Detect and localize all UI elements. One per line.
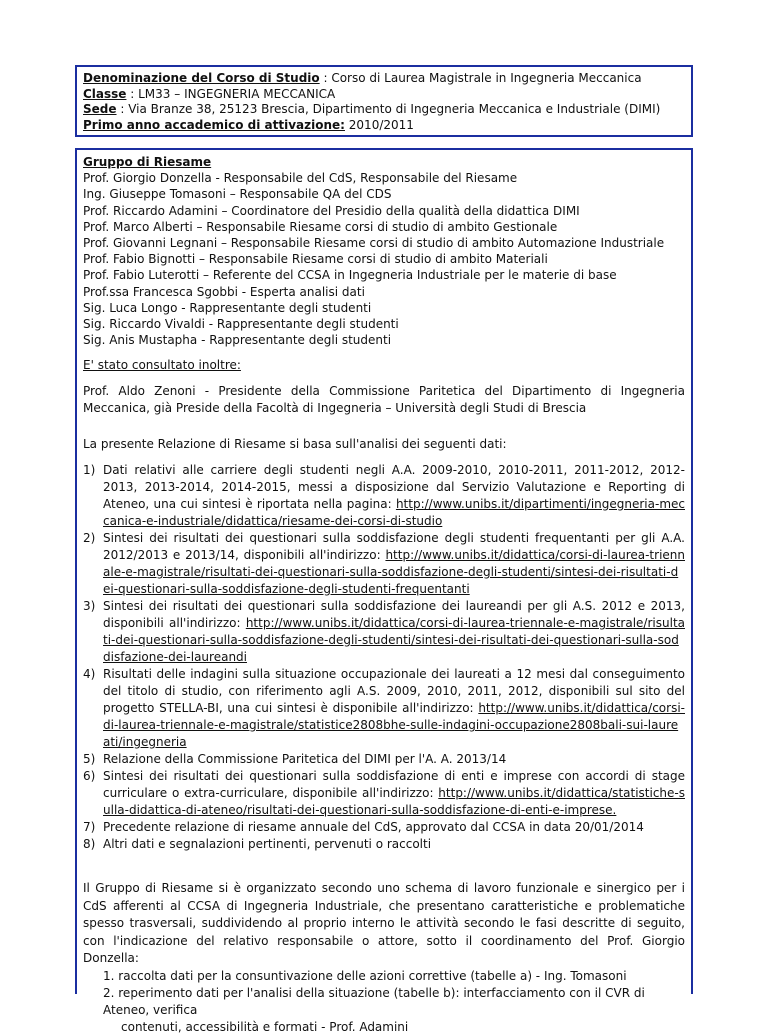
member-line: Sig. Riccardo Vivaldi - Rappresentante degli studenti [83,317,399,332]
spacer [83,374,685,383]
item-number: 2) [83,531,96,546]
consulted-heading: E' stato consultato inoltre: [83,358,241,373]
member-line: Ing. Giuseppe Tomasoni – Responsabile QA del CDS [83,187,392,202]
member-line: Prof.ssa Francesca Sgobbi - Esperta analisi dati [83,284,365,299]
spacer [83,348,685,357]
item-number: 8) [83,837,96,852]
source-link[interactable]: http://www.unibs.it/didattica/corsi-di-laurea-triennale-e-magistrale/risultati-dei-questionari-sulla-soddisfazione-degli-studenti/sintesi-dei-risultati-dei-questionari-sulla-soddisfazione-dei-laureandi [103,616,685,665]
seat-value: : Via Branze 38, 25123 Brescia, Dipartimento di Ingegneria Meccanica e Industriale (DIMI) [116,102,661,116]
source-link[interactable]: http://www.unibs.it/didattica/corsi-di-laurea-triennale-e-magistrale/risultati-dei-questionari-sulla-soddisfazione-degli-studenti/sintesi-dei-risultati-dei-questionari-sulla-soddisfazione-degli-studenti-frequentanti [103,548,685,597]
item-text: Relazione della Commissione Paritetica del DIMI per l'A. A. 2013/14 [103,752,507,767]
list-item [83,530,685,598]
member-line: Prof. Giovanni Legnani – Responsabile Riesame corsi di studio di ambito Automazione Industriale [83,236,665,251]
list-item [83,768,685,819]
phase-item: 1. raccolta dati per la consuntivazione delle azioni correttive (tabelle a) - Ing. Tomasoni [103,968,627,983]
course-info-box [75,65,693,137]
item-text: Altri dati e segnalazioni pertinenti, pervenuti o raccolti [103,837,432,852]
data-sources-list [83,462,685,853]
course-name-label: Denominazione del Corso di Studio [83,71,320,85]
seat-label: Sede [83,102,117,116]
first-year-line [83,118,685,134]
class-value: : LM33 – INGEGNERIA MECCANICA [126,86,336,101]
list-item [83,598,685,666]
first-year-value: 2010/2011 [344,117,414,132]
spacer [83,418,685,436]
member-line: Prof. Fabio Luterotti – Referente del CCSA in Ingegneria Industriale per le materie di base [83,268,617,283]
member-line: Sig. Anis Mustapha - Rappresentante degli studenti [83,333,392,348]
item-text: Precedente relazione di riesame annuale del CdS, approvato dal CCSA in data 20/01/2014 [103,820,644,835]
spacer [83,453,685,462]
member-line: Prof. Fabio Bignotti – Responsabile Riesame corsi di studio di ambito Materiali [83,252,548,267]
item-text: Dati relativi alle carriere degli studenti negli A.A. 2009-2010, 2010-2011, 2011-2012, 2012-2013, 2013-2014, 2014-2015, messi a disposizione dal Servizio Valutazione e Reporting di Ateneo, una cui sintesi è riportata nella pagina: http://www.unibs.it/dipartimenti/ingegneria-meccanica-e-industriale/didattica/riesame-dei-corsi-di-studio [103,463,685,529]
item-number: 1) [83,463,96,478]
source-link[interactable]: http://www.unibs.it/didattica/statistiche-sulla-didattica-di-ateneo/risultati-dei-questionari-sulla-soddisfazione-di-enti-e-imprese. [103,786,685,818]
member-line: Prof. Riccardo Adamini – Coordinatore del Presidio della qualità della didattica DIMI [83,203,580,218]
item-text: Sintesi dei risultati dei questionari sulla soddisfazione di enti e imprese con accordi di stage curriculare o extra-curriculare, disponibile all'indirizzo: http://www.unibs.it/didattica/statistiche-sulla-didattica-di-ateneo/risultati-dei-questionari-sulla-soddisfazione-di-enti-e-imprese. [103,769,685,818]
item-number: 6) [83,769,96,784]
review-group-members [83,170,685,348]
item-number: 7) [83,820,96,835]
phase-item: 2. reperimento dati per l'analisi della situazione (tabelle b): interfacciamento con il CVR di Ateneo, verifica contenuti, accessibilità e formati - Prof. Adamini [103,985,645,1034]
source-link[interactable]: http://www.unibs.it/dipartimenti/ingegneria-meccanica-e-industriale/didattica/riesame-dei-corsi-di-studio [103,497,685,529]
spacer [83,871,685,880]
list-item [83,666,685,751]
item-text: Risultati delle indagini sulla situazione occupazionale dei laureati a 12 mesi dal conseguimento del titolo di studio, con riferimento agli A.S. 2009, 2010, 2011, 2012, disponibili sul sito del progetto STELLA-BI, una cui sintesi è disponibile all'indirizzo: http://www.unibs.it/didattica/corsi-di-laurea-triennale-e-magistrale/statistice2808bhe-sulle-indagini-occupazione2808bali-sui-laureati/ingegneria [103,667,685,750]
course-name-value: : Corso di Laurea Magistrale in Ingegneria Meccanica [319,71,642,85]
list-item [83,836,685,853]
class-label: Classe [83,86,127,101]
list-item [83,751,685,768]
first-year-label: Primo anno accademico di attivazione: [83,117,345,132]
source-link[interactable]: http://www.unibs.it/didattica/corsi-di-laurea-triennale-e-magistrale/statistice2808bhe-sulle-indagini-occupazione2808bali-sui-laureati/ingegneria [103,701,685,750]
data-sources-intro: La presente Relazione di Riesame si basa sull'analisi dei seguenti dati: [83,436,507,451]
review-group-title: Gruppo di Riesame [83,155,212,169]
class-line [83,87,685,103]
spacer [83,853,685,871]
item-number: 4) [83,667,96,682]
organization-text: Il Gruppo di Riesame si è organizzato secondo uno schema di lavoro funzionale e sinergico per i CdS afferenti al CCSA di Ingegneria Industriale, che presentano caratteristiche e problematiche spesso trasversali, suddividendo al proprio interno le attività secondo le fasi descritte di seguito, con l'indicazione del relativo responsabile o attore, sotto il coordinamento del Prof. Giorgio Donzella: [83,881,685,966]
member-line: Prof. Giorgio Donzella - Responsabile del CdS, Responsabile del Riesame [83,171,518,186]
item-text: Sintesi dei risultati dei questionari sulla soddisfazione dei laureandi per gli A.S. 2012 e 2013, disponibili all'indirizzo: http://www.unibs.it/didattica/corsi-di-laurea-triennale-e-magistrale/risultati-dei-questionari-sulla-soddisfazione-degli-studenti/sintesi-dei-risultati-dei-questionari-sulla-soddisfazione-dei-laureandi [103,599,685,665]
list-item [83,462,685,530]
item-text: Sintesi dei risultati dei questionari sulla soddisfazione degli studenti frequentanti per gli A.A. 2012/2013 e 2013/14, disponibili all'indirizzo: http://www.unibs.it/didattica/corsi-di-laurea-triennale-e-magistrale/risultati-dei-questionari-sulla-soddisfazione-degli-studenti/sintesi-dei-risultati-dei-questionari-sulla-soddisfazione-degli-studenti-frequentanti [103,531,685,597]
item-number: 5) [83,752,96,767]
member-line: Prof. Marco Alberti – Responsabile Riesame corsi di studio di ambito Gestionale [83,219,558,234]
list-item [83,819,685,836]
seat-line [83,102,685,118]
course-name-line [83,71,685,87]
consulted-text: Prof. Aldo Zenoni - Presidente della Commissione Paritetica del Dipartimento di Ingegneria Meccanica, già Preside della Facoltà di Ingegneria – Università degli Studi di Brescia [83,383,685,416]
item-number: 3) [83,599,96,614]
review-report-box [75,148,693,1034]
member-line: Sig. Luca Longo - Rappresentante degli studenti [83,300,372,315]
